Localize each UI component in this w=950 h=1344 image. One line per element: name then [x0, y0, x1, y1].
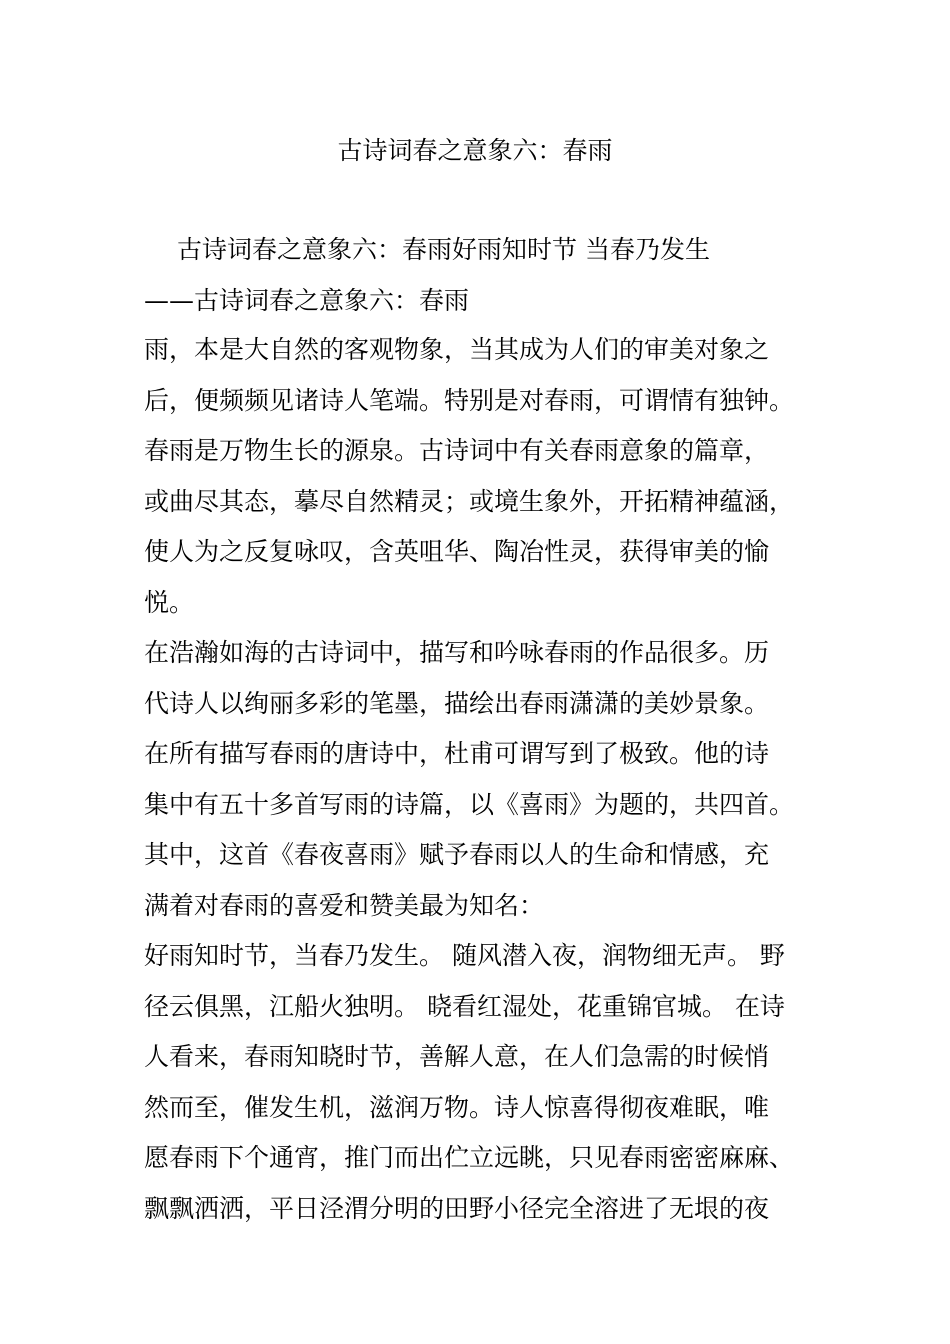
document-title: 古诗词春之意象六：春雨: [337, 136, 613, 165]
text-line: 人看来，春雨知晓时节，善解人意，在人们急需的时候悄: [144, 1042, 770, 1071]
text-line: 使人为之反复咏叹，含英咀华、陶冶性灵，获得审美的愉: [144, 537, 770, 566]
text-line: 愿春雨下个通宵，推门而出伫立远眺，只见春雨密密麻麻、: [144, 1143, 795, 1172]
text-line: 雨，本是大自然的客观物象，当其成为人们的审美对象之: [144, 335, 770, 364]
text-line: 其中，这首《春夜喜雨》赋予春雨以人的生命和情感，充: [144, 840, 770, 869]
text-line: 悦。: [144, 587, 195, 617]
text-line: 集中有五十多首写雨的诗篇，以《喜雨》为题的，共四首。: [144, 789, 795, 819]
text-line: 或曲尽其态，摹尽自然精灵；或境生象外，开拓精神蕴涵，: [144, 486, 795, 516]
text-line: 满着对春雨的喜爱和赞美最为知名：: [144, 890, 545, 920]
text-line: 径云俱黑，江船火独明。 晓看红湿处，花重锦官城。 在诗: [144, 991, 785, 1021]
text-line: 飘飘洒洒，平日泾渭分明的田野小径完全溶进了无垠的夜: [144, 1193, 770, 1223]
document-subtitle: 古诗词春之意象六：春雨好雨知时节 当春乃发生: [177, 235, 710, 264]
text-line: 然而至，催发生机，滋润万物。诗人惊喜得彻夜难眠，唯: [144, 1092, 770, 1122]
text-line: 在所有描写春雨的唐诗中，杜甫可谓写到了极致。他的诗: [144, 739, 770, 768]
text-line: 代诗人以绚丽多彩的笔墨，描绘出春雨潇潇的美妙景象。: [144, 688, 770, 718]
text-line: 后，便频频见诸诗人笔端。特别是对春雨，可谓情有独钟。: [144, 385, 795, 415]
body-text: [144, 330, 814, 1239]
text-line: 春雨是万物生长的源泉。古诗词中有关春雨意象的篇章，: [144, 436, 770, 465]
text-line: 在浩瀚如海的古诗词中，描写和吟咏春雨的作品很多。历: [144, 638, 770, 667]
subtitle-attribution: ——古诗词春之意象六：春雨: [144, 286, 470, 315]
text-line: 好雨知时节，当春乃发生。 随风潜入夜，润物细无声。 野: [144, 941, 785, 970]
